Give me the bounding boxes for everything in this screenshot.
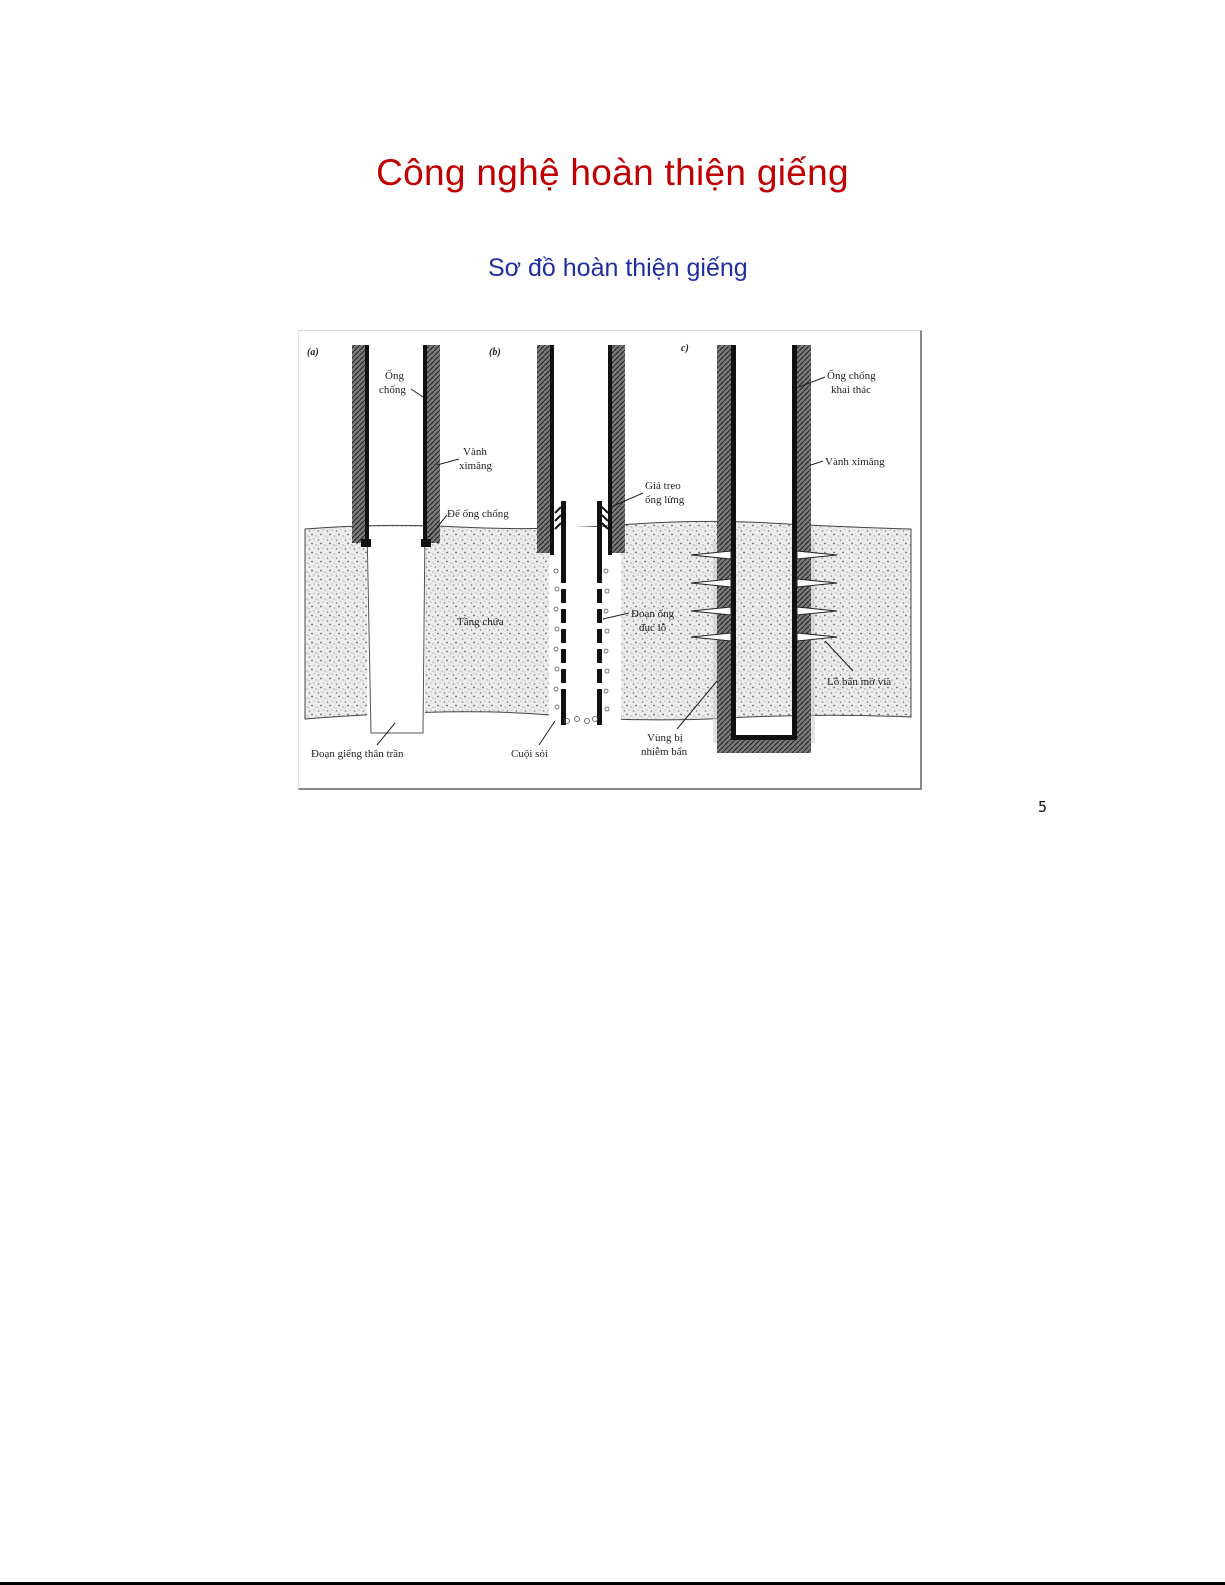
casing-wall-left-c: [731, 345, 736, 749]
label-liner-hanger-line1: Giá treo: [645, 480, 681, 492]
slide-title: Công nghệ hoàn thiện giếng: [376, 152, 849, 193]
label-liner-hanger-line2: ống lửng: [645, 494, 685, 506]
label-casing-line1: Ống: [385, 370, 404, 382]
casing-wall-right-b: [608, 345, 612, 555]
label-damaged-zone-line2: nhiễm bẩn: [641, 746, 688, 758]
label-gravel: Cuội sỏi: [511, 748, 548, 760]
cement-sheath-right-c: [797, 345, 811, 747]
well-completion-diagram: [298, 330, 922, 790]
label-perf-liner-line2: đục lỗ: [639, 622, 667, 634]
label-cement-line2: ximăng: [459, 460, 492, 472]
panel-label-b: (b): [489, 347, 501, 358]
label-casing-line2: chống: [379, 384, 406, 396]
page-number: 5: [1038, 798, 1048, 816]
liner-right: [597, 501, 602, 725]
panel-b: [537, 345, 625, 725]
casing-bottom-c: [731, 735, 797, 740]
open-hole: [367, 527, 425, 733]
cement-sheath-left-c: [717, 345, 731, 747]
panel-label-a: (a): [307, 347, 319, 358]
label-cement-line1: Vành: [463, 446, 487, 458]
panel-label-c: c): [681, 343, 689, 354]
label-perforations: Lỗ bắn mở vỉa: [827, 676, 892, 688]
liner-hole: [549, 527, 621, 723]
label-prod-casing-line2: khai thác: [831, 384, 872, 396]
casing-wall-right-a: [423, 345, 427, 545]
diagram-canvas: [299, 331, 921, 789]
casing-shoe-a: [361, 539, 371, 547]
liner-left: [561, 501, 566, 725]
cement-sheath-right-b: [612, 345, 625, 553]
label-damaged-zone-line1: Vùng bị: [647, 732, 683, 744]
cement-sheath-left-a: [352, 345, 365, 543]
casing-wall-right-c: [792, 345, 797, 749]
label-perf-liner-line1: Đoạn ống: [631, 608, 675, 620]
well-bottom-c: [717, 739, 811, 753]
label-reservoir: Tầng chứa: [457, 616, 504, 628]
label-open-hole: Đoạn giếng thân trần: [311, 748, 404, 760]
casing-wall-left-a: [365, 345, 369, 545]
slide-subtitle: Sơ đồ hoàn thiện giếng: [488, 254, 748, 282]
label-prod-casing-line1: Ống chống: [827, 370, 876, 382]
casing-wall-left-b: [550, 345, 554, 555]
casing-shoe-a-right: [421, 539, 431, 547]
cement-sheath-right-a: [427, 345, 440, 543]
label-casing-shoe: Đế ống chống: [447, 508, 509, 520]
label-cement-c: Vành ximăng: [825, 456, 885, 468]
cement-sheath-left-b: [537, 345, 550, 553]
